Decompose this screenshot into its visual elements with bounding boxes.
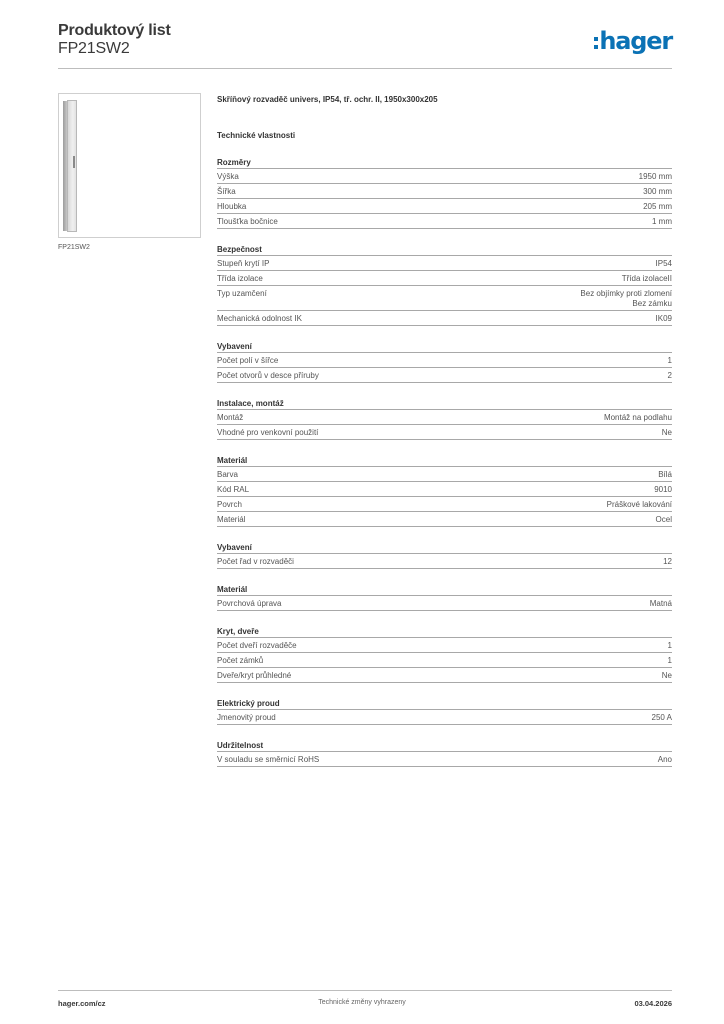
- image-caption: FP21SW2: [58, 244, 90, 251]
- section-title: Rozměry: [217, 156, 672, 169]
- section-title: Vybavení: [217, 541, 672, 554]
- property-row: [217, 482, 672, 497]
- property-row: [217, 638, 672, 653]
- property-value: [654, 485, 672, 495]
- property-label: V souladu se směrnicí RoHS: [217, 754, 320, 764]
- property-value-line: Bez zámku: [632, 298, 672, 308]
- property-row: [217, 653, 672, 668]
- property-section: [217, 243, 672, 326]
- property-row: [217, 368, 672, 383]
- property-value: [668, 656, 672, 666]
- logo-dots-icon: [594, 37, 598, 49]
- property-label: Jmenovitý proud: [217, 712, 276, 722]
- property-value: [668, 641, 672, 651]
- property-value: [643, 202, 672, 212]
- property-value-line: Třída izolaceII: [621, 273, 672, 283]
- property-value: [656, 314, 672, 324]
- property-label: Počet zámků: [217, 655, 264, 665]
- cabinet-front: [67, 100, 77, 232]
- section-title: Vybavení: [217, 340, 672, 353]
- property-label: Tloušťka bočnice: [217, 216, 278, 226]
- properties-sections: [217, 156, 672, 767]
- property-label: Barva: [217, 469, 238, 479]
- property-label: Kód RAL: [217, 484, 250, 494]
- property-row: [217, 467, 672, 482]
- property-value: [668, 371, 672, 381]
- property-value-line: Ocel: [655, 514, 672, 524]
- section-title: Instalace, montáž: [217, 397, 672, 410]
- property-value-line: 1: [667, 640, 672, 650]
- product-details: [217, 93, 672, 767]
- property-value-line: 250 A: [651, 712, 672, 722]
- property-row: [217, 286, 672, 311]
- property-value: [639, 172, 672, 182]
- property-row: [217, 199, 672, 214]
- property-value-line: Montáž na podlahu: [603, 412, 672, 422]
- property-label: Třída izolace: [217, 273, 263, 283]
- property-label: Montáž: [217, 412, 244, 422]
- property-label: Povrchová úprava: [217, 598, 282, 608]
- footer-divider: [58, 990, 672, 991]
- cabinet-handle: [73, 156, 75, 168]
- property-value-line: IK09: [655, 313, 672, 323]
- property-value: [656, 259, 672, 269]
- property-value: [650, 599, 672, 609]
- property-value: [607, 500, 672, 510]
- property-row: [217, 271, 672, 286]
- logo-text: hager: [599, 27, 672, 55]
- section-title: Bezpečnost: [217, 243, 672, 256]
- property-value: [622, 274, 672, 284]
- property-label: Dveře/kryt průhledné: [217, 670, 292, 680]
- property-row: [217, 668, 672, 683]
- property-row: [217, 169, 672, 184]
- page-header: [58, 20, 672, 70]
- section-title: Materiál: [217, 583, 672, 596]
- property-row: [217, 425, 672, 440]
- property-value: [656, 515, 672, 525]
- property-label: Šířka: [217, 186, 236, 196]
- property-section: [217, 340, 672, 383]
- property-section: [217, 156, 672, 229]
- property-row: [217, 256, 672, 271]
- property-row: [217, 214, 672, 229]
- property-section: [217, 739, 672, 767]
- property-value: [662, 671, 672, 681]
- property-label: Počet dveří rozvaděče: [217, 640, 297, 650]
- property-value: [658, 470, 672, 480]
- property-value-line: Bez objímky proti zlomení: [580, 288, 672, 298]
- property-value: [652, 217, 672, 227]
- property-section: [217, 583, 672, 611]
- property-row: [217, 497, 672, 512]
- property-label: Materiál: [217, 514, 246, 524]
- technical-properties-heading: Technické vlastnosti: [217, 131, 296, 140]
- property-row: [217, 353, 672, 368]
- property-value-line: Matná: [649, 598, 672, 608]
- property-value: [604, 413, 672, 423]
- header-divider: [58, 68, 672, 69]
- property-row: [217, 184, 672, 199]
- property-value: [652, 713, 672, 723]
- section-title: Materiál: [217, 454, 672, 467]
- document-title: Produktový list: [58, 22, 171, 39]
- property-value-line: 12: [663, 556, 672, 566]
- property-value: [663, 557, 672, 567]
- property-value: [643, 187, 672, 197]
- property-value-line: 1: [667, 655, 672, 665]
- property-value-line: 1 mm: [652, 216, 672, 226]
- property-value-line: 2: [667, 370, 672, 380]
- product-image: [58, 93, 201, 238]
- property-value-line: IP54: [655, 258, 672, 268]
- property-value-line: 1950 mm: [638, 171, 672, 181]
- property-label: Povrch: [217, 499, 242, 509]
- property-section: [217, 697, 672, 725]
- hager-logo: [594, 28, 672, 54]
- property-value-line: Ano: [657, 754, 672, 764]
- product-description: Skříňový rozvaděč univers, IP54, tř. ochr. II, 1950x300x205: [217, 95, 438, 104]
- property-label: Stupeň krytí IP: [217, 258, 270, 268]
- product-code: FP21SW2: [58, 40, 130, 57]
- property-row: [217, 596, 672, 611]
- property-value: [662, 428, 672, 438]
- property-label: Počet otvorů v desce příruby: [217, 370, 319, 380]
- property-label: Výška: [217, 171, 239, 181]
- property-value-line: 300 mm: [643, 186, 672, 196]
- property-section: [217, 397, 672, 440]
- property-label: Typ uzamčení: [217, 288, 267, 298]
- property-value-line: Ne: [661, 670, 672, 680]
- property-value-line: 205 mm: [643, 201, 672, 211]
- property-section: [217, 541, 672, 569]
- property-value-line: Bílá: [658, 469, 672, 479]
- property-label: Hloubka: [217, 201, 247, 211]
- property-value-line: Ne: [661, 427, 672, 437]
- property-label: Mechanická odolnost IK: [217, 313, 302, 323]
- property-label: Vhodné pro venkovní použití: [217, 427, 319, 437]
- property-value-line: Práškové lakování: [606, 499, 672, 509]
- property-section: [217, 625, 672, 683]
- property-row: [217, 554, 672, 569]
- footer-website[interactable]: hager.com/cz: [58, 999, 106, 1008]
- property-row: [217, 710, 672, 725]
- property-value: [580, 289, 672, 309]
- property-value-line: 9010: [654, 484, 672, 494]
- property-row: [217, 410, 672, 425]
- property-label: Počet polí v šířce: [217, 355, 279, 365]
- section-title: Udržitelnost: [217, 739, 672, 752]
- property-row: [217, 311, 672, 326]
- section-title: Elektrický proud: [217, 697, 672, 710]
- property-label: Počet řad v rozvaděči: [217, 556, 294, 566]
- property-value: [658, 755, 672, 765]
- property-value-line: 1: [667, 355, 672, 365]
- property-value: [668, 356, 672, 366]
- footer-disclaimer: Technické změny vyhrazeny: [318, 999, 406, 1006]
- footer-date: 03.04.2026: [634, 999, 672, 1008]
- section-title: Kryt, dveře: [217, 625, 672, 638]
- property-section: [217, 454, 672, 527]
- property-row: [217, 512, 672, 527]
- property-row: [217, 752, 672, 767]
